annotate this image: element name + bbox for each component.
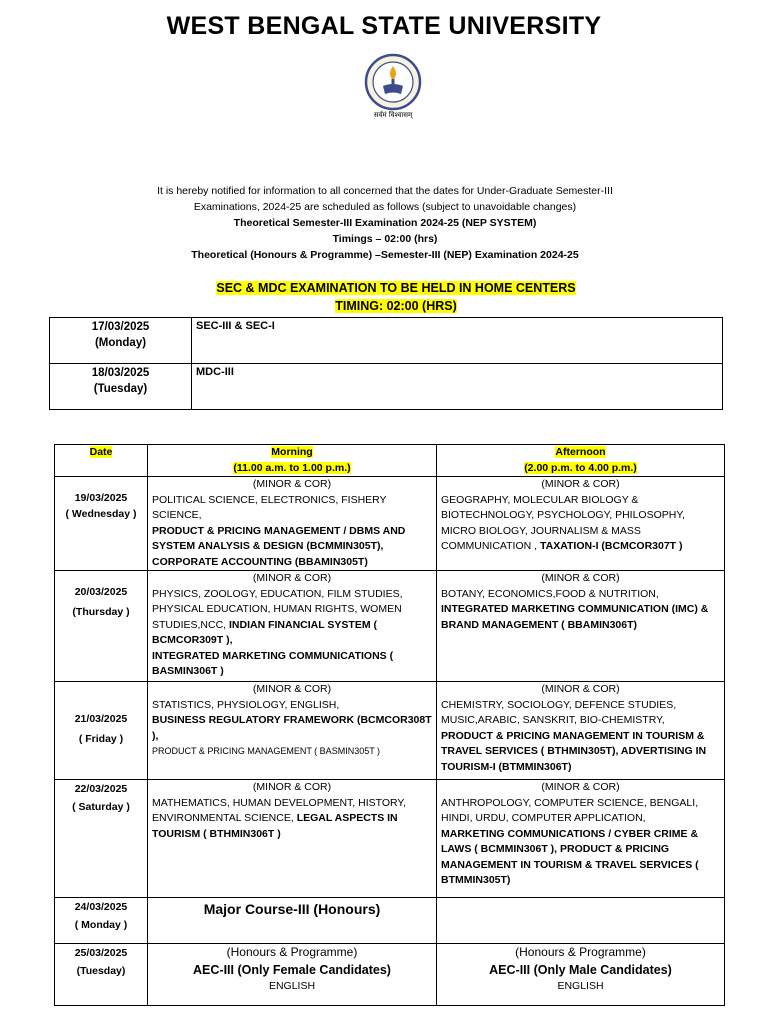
date-cell: 20/03/2025 (Thursday ) — [55, 571, 148, 682]
svg-text:सर्वमं विश्वासम्: सर्वमं विश्वासम् — [373, 111, 413, 119]
table-row — [55, 477, 725, 571]
notice-line: Examinations, 2024-25 are scheduled as follows (subject to unavoidable changes) — [193, 201, 577, 213]
morning-column-header: Morning (11.00 a.m. to 1.00 p.m.) — [148, 445, 437, 477]
notice-heading: Theoretical Semester-III Examination 2024-25 (NEP SYSTEM) — [233, 217, 537, 229]
morning-cell: Major Course-III (Honours) — [148, 898, 437, 944]
notice-timing: Timings – 02:00 (hrs) — [332, 233, 438, 245]
university-seal-logo — [361, 52, 425, 120]
table-row — [55, 571, 725, 682]
table-row — [55, 944, 725, 1006]
date-cell: 21/03/2025 ( Friday ) — [55, 682, 148, 780]
subject-cell: SEC-III & SEC-I — [192, 318, 723, 364]
table-row — [55, 898, 725, 944]
morning-cell: (MINOR & COR) POLITICAL SCIENCE, ELECTRONICS, FISHERY SCIENCE, PRODUCT & PRICING MANAGEMENT / DBMS AND SYSTEM ANALYSIS & DESIGN (BCMMIN305T), CORPORATE ACCOUNTING (BBAMIN305T) — [148, 477, 437, 571]
table-row — [55, 780, 725, 898]
morning-cell: (MINOR & COR) PHYSICS, ZOOLOGY, EDUCATION, FILM STUDIES, PHYSICAL EDUCATION, HUMAN RIGHTS, WOMEN STUDIES,NCC, INDIAN FINANCIAL SYSTEM ( BCMCOR309T ), INTEGRATED MARKETING COMMUNICATIONS ( BASMIN306T ) — [148, 571, 437, 682]
exam-schedule-table — [54, 444, 725, 1006]
date-column-header: Date — [55, 445, 148, 477]
afternoon-cell: (MINOR & COR) GEOGRAPHY, MOLECULAR BIOLOGY & BIOTECHNOLOGY, PSYCHOLOGY, PHILOSOPHY, MICRO BIOLOGY, JOURNALISM & MASS COMMUNICATION , TAXATION-I (BCMCOR307T ) — [437, 477, 725, 571]
university-title: WEST BENGAL STATE UNIVERSITY — [166, 12, 602, 40]
afternoon-cell: (MINOR & COR) ANTHROPOLOGY, COMPUTER SCIENCE, BENGALI, HINDI, URDU, COMPUTER APPLICATION, MARKETING COMMUNICATIONS / CYBER CRIME & LAWS ( BCMMIN306T ), PRODUCT & PRICING MANAGEMENT IN TOURISM & TRAVEL SERVICES ( BTMMIN305T) — [437, 780, 725, 898]
morning-cell: (MINOR & COR) STATISTICS, PHYSIOLOGY, ENGLISH, BUSINESS REGULATORY FRAMEWORK (BCMCOR308T ), PRODUCT & PRICING MANAGEMENT ( BASMIN305T ) — [148, 682, 437, 780]
subject-cell: MDC-III — [192, 364, 723, 410]
date-cell: 18/03/2025 (Tuesday) — [50, 364, 192, 410]
table-row — [55, 682, 725, 780]
afternoon-cell: (MINOR & COR) BOTANY, ECONOMICS,FOOD & NUTRITION, INTEGRATED MARKETING COMMUNICATION (IMC) & BRAND MANAGEMENT ( BBAMIN306T) — [437, 571, 725, 682]
notice-heading: Theoretical (Honours & Programme) –Semester-III (NEP) Examination 2024-25 — [191, 249, 579, 261]
sec-mdc-table — [49, 317, 723, 410]
table-row — [50, 364, 723, 410]
date-cell: 25/03/2025 (Tuesday) — [55, 944, 148, 1006]
table-row — [50, 318, 723, 364]
afternoon-cell: (Honours & Programme) AEC-III (Only Male Candidates) ENGLISH — [437, 944, 725, 1006]
date-cell: 22/03/2025 ( Saturday ) — [55, 780, 148, 898]
afternoon-column-header: Afternoon (2.00 p.m. to 4.00 p.m.) — [437, 445, 725, 477]
date-cell: 24/03/2025 ( Monday ) — [55, 898, 148, 944]
notice-block — [80, 183, 690, 263]
sec-mdc-heading: SEC & MDC EXAMINATION TO BE HELD IN HOME CENTERS — [216, 281, 576, 295]
afternoon-cell: (MINOR & COR) CHEMISTRY, SOCIOLOGY, DEFENCE STUDIES, MUSIC,ARABIC, SANSKRIT, BIO-CHEMISTRY, PRODUCT & PRICING MANAGEMENT IN TOURISM & TRAVEL SERVICES ( BTHMIN305T), ADVERTISING IN TOURISM-I (BTMMIN306T) — [437, 682, 725, 780]
morning-cell: (Honours & Programme) AEC-III (Only Female Candidates) ENGLISH — [148, 944, 437, 1006]
sec-mdc-timing: TIMING: 02:00 (HRS) — [335, 299, 457, 313]
date-cell: 17/03/2025 (Monday) — [50, 318, 192, 364]
table-header-row — [55, 445, 725, 477]
notice-line: It is hereby notified for information to all concerned that the dates for Under-Graduate Semester-III — [157, 185, 613, 197]
date-cell: 19/03/2025 ( Wednesday ) — [55, 477, 148, 571]
morning-cell: (MINOR & COR) MATHEMATICS, HUMAN DEVELOPMENT, HISTORY, ENVIRONMENTAL SCIENCE, LEGAL ASPECTS IN TOURISM ( BTHMIN306T ) — [148, 780, 437, 898]
afternoon-cell — [437, 898, 725, 944]
